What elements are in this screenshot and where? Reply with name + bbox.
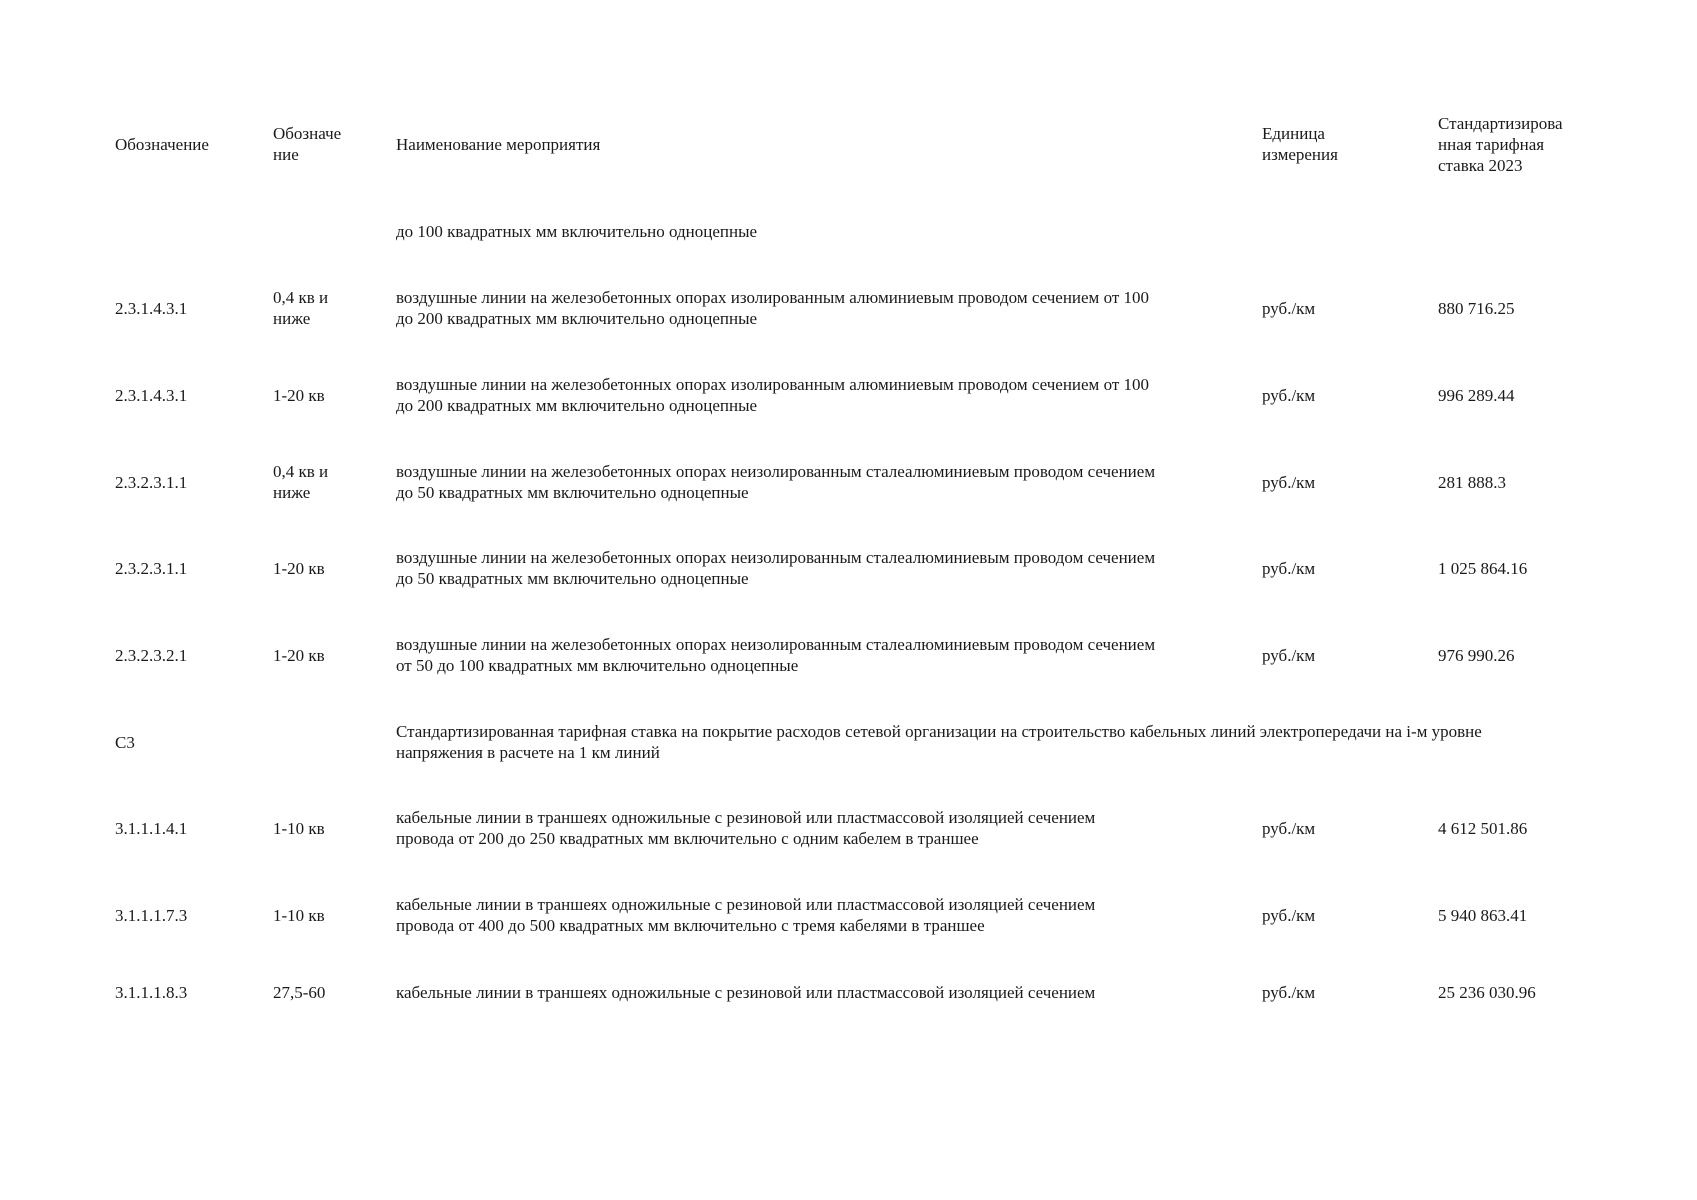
row-code: 3.1.1.1.7.3 [115, 905, 188, 925]
header-name: Наименование мероприятия [396, 134, 601, 154]
header-rate: Стандартизирова нная тарифная ставка 2023 [1438, 113, 1563, 175]
row-unit: руб./км [1262, 645, 1316, 665]
row-unit: руб./км [1262, 472, 1316, 492]
table-row [0, 373, 1697, 417]
row-voltage: 1-20 кв [273, 558, 325, 578]
row-name: воздушные линии на железобетонных опорах неизолированным сталеалюминиевым проводом сечением до 50 квадратных мм включительно одноцепные [396, 548, 1156, 588]
row-code: 2.3.2.3.1.1 [115, 558, 188, 578]
row-rate: 996 289.44 [1438, 385, 1515, 405]
row-code [115, 209, 265, 253]
row-voltage: 1-20 кв [273, 385, 325, 405]
row-voltage: 27,5-60 [273, 982, 326, 1002]
table-row [0, 209, 1697, 253]
row-name: кабельные линии в траншеях одножильные с резиновой или пластмассовой изоляцией сечением [396, 982, 1096, 1002]
table-row [0, 460, 1697, 504]
row-voltage [273, 720, 383, 764]
row-rate: 281 888.3 [1438, 472, 1506, 492]
row-code: 3.1.1.1.4.1 [115, 818, 188, 838]
row-unit [1262, 209, 1422, 253]
row-voltage: 1-20 кв [273, 645, 325, 665]
row-rate: 976 990.26 [1438, 645, 1515, 665]
row-name: воздушные линии на железобетонных опорах изолированным алюминиевым проводом сечением от 100 до 200 квадратных мм включительно одноцепные [396, 288, 1150, 328]
header-code: Обозначение [115, 134, 209, 154]
row-code: 2.3.2.3.1.1 [115, 472, 188, 492]
row-voltage: 1-10 кв [273, 905, 325, 925]
row-unit: руб./км [1262, 905, 1316, 925]
row-code: 2.3.1.4.3.1 [115, 298, 188, 318]
table-section-row [0, 720, 1697, 764]
header-unit: Единица измерения [1262, 124, 1338, 164]
table-row [0, 286, 1697, 330]
row-rate: 880 716.25 [1438, 298, 1515, 318]
row-rate: 5 940 863.41 [1438, 905, 1528, 925]
table-row [0, 546, 1697, 590]
table-row [0, 893, 1697, 937]
row-unit: руб./км [1262, 558, 1316, 578]
row-voltage [273, 209, 383, 253]
row-name: до 100 квадратных мм включительно одноцепные [396, 221, 758, 241]
row-voltage: 1-10 кв [273, 818, 325, 838]
table-row [0, 970, 1697, 1014]
row-voltage: 0,4 кв и ниже [273, 288, 329, 328]
row-unit: руб./км [1262, 818, 1316, 838]
row-unit: руб./км [1262, 298, 1316, 318]
row-name: Стандартизированная тарифная ставка на покрытие расходов сетевой организации на строительство кабельных линий электропередачи на i-м уровне напряжения в расчете на 1 км линий [396, 722, 1482, 762]
row-voltage: 0,4 кв и ниже [273, 462, 329, 502]
row-name: воздушные линии на железобетонных опорах неизолированным сталеалюминиевым проводом сечением до 50 квадратных мм включительно одноцепные [396, 462, 1156, 502]
row-rate [1438, 209, 1638, 253]
row-name: кабельные линии в траншеях одножильные с резиновой или пластмассовой изоляцией сечением провода от 400 до 500 квадратных мм включительно с тремя кабелями в траншее [396, 895, 1096, 935]
table-row [0, 633, 1697, 677]
row-name: воздушные линии на железобетонных опорах неизолированным сталеалюминиевым проводом сечением от 50 до 100 квадратных мм включительно одноцепные [396, 635, 1156, 675]
row-code: 3.1.1.1.8.3 [115, 982, 188, 1002]
row-name: воздушные линии на железобетонных опорах изолированным алюминиевым проводом сечением от 100 до 200 квадратных мм включительно одноцепные [396, 375, 1150, 415]
row-rate: 1 025 864.16 [1438, 558, 1528, 578]
table-row [0, 806, 1697, 850]
header-voltage: Обозначе ние [273, 124, 342, 164]
table-header [0, 111, 1697, 177]
row-rate: 25 236 030.96 [1438, 982, 1536, 1002]
row-name: кабельные линии в траншеях одножильные с резиновой или пластмассовой изоляцией сечением провода от 200 до 250 квадратных мм включительно с одним кабелем в траншее [396, 808, 1096, 848]
row-code: 2.3.2.3.2.1 [115, 645, 188, 665]
row-rate: 4 612 501.86 [1438, 818, 1528, 838]
row-unit: руб./км [1262, 982, 1316, 1002]
row-unit: руб./км [1262, 385, 1316, 405]
row-code: С3 [115, 732, 135, 752]
row-code: 2.3.1.4.3.1 [115, 385, 188, 405]
